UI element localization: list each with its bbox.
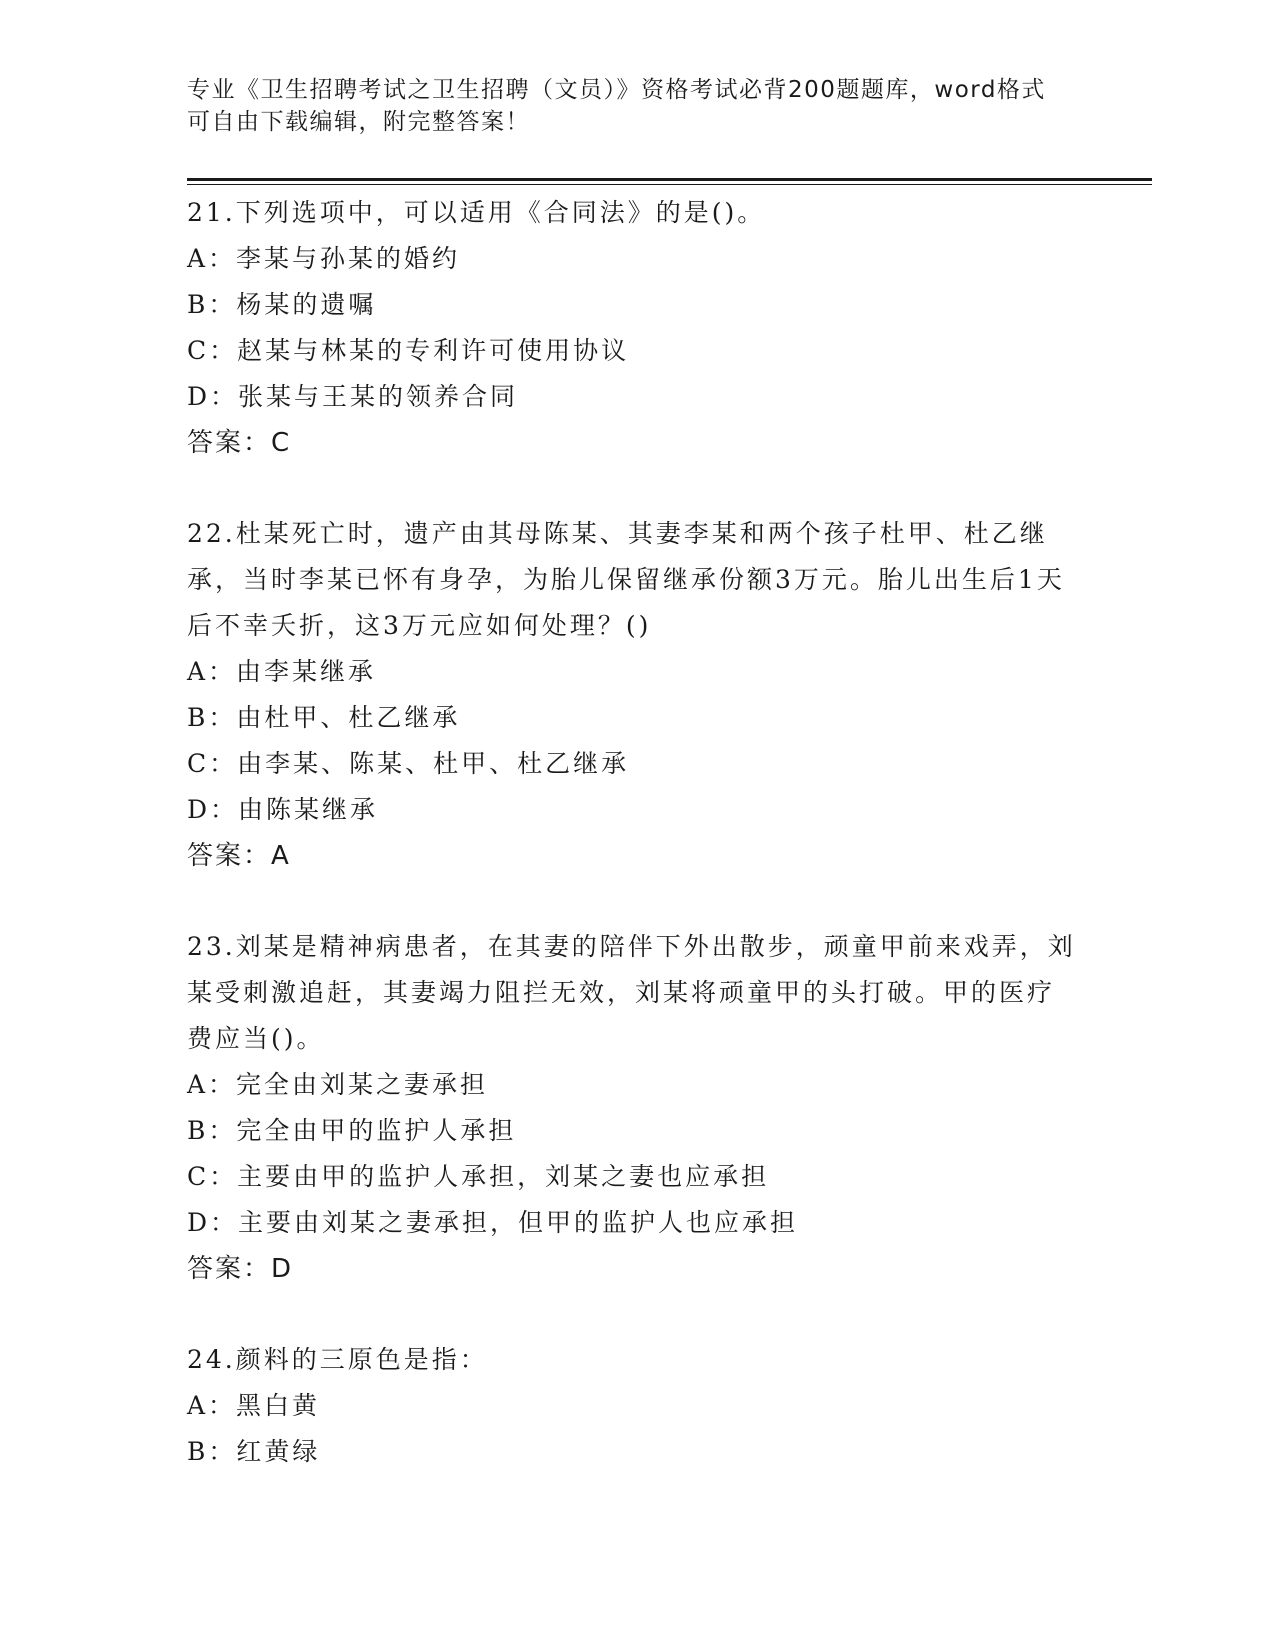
header-divider-thin bbox=[187, 184, 1152, 185]
option-b: B：完全由甲的监护人承担 bbox=[187, 1116, 517, 1145]
option-a: A：黑白黄 bbox=[187, 1391, 321, 1420]
question-stem: 22.杜某死亡时，遗产由其母陈某、其妻李某和两个孩子杜甲、杜乙继承，当时李某已怀有身孕，为胎儿保留继承份额3万元。胎儿出生后1天后不幸夭折，这3万元应如何处理？() bbox=[187, 519, 1065, 640]
question-stem: 24.颜料的三原色是指： bbox=[187, 1345, 488, 1374]
option-d: D：主要由刘某之妻承担，但甲的监护人也应承担 bbox=[187, 1208, 799, 1237]
question-21 bbox=[187, 190, 1087, 466]
question-stem: 23.刘某是精神病患者，在其妻的陪伴下外出散步，顽童甲前来戏弄，刘某受刺激追赶，其妻竭力阻拦无效，刘某将顽童甲的头打破。甲的医疗费应当()。 bbox=[187, 932, 1076, 1053]
header-divider-thick bbox=[187, 178, 1152, 181]
option-c: C：主要由甲的监护人承担，刘某之妻也应承担 bbox=[187, 1162, 770, 1191]
option-a: A：由李某继承 bbox=[187, 657, 377, 686]
answer-label: 答案：A bbox=[187, 841, 291, 871]
option-c: C：赵某与林某的专利许可使用协议 bbox=[187, 336, 630, 365]
option-a: A：李某与孙某的婚约 bbox=[187, 244, 461, 273]
answer-label: 答案：C bbox=[187, 428, 292, 458]
option-d: D：由陈某继承 bbox=[187, 795, 379, 824]
header-title-line1: 专业《卫生招聘考试之卫生招聘（文员）》资格考试必背200题题库，word格式 bbox=[187, 77, 1046, 103]
question-list bbox=[187, 190, 1087, 1520]
header-title-line2: 可自由下载编辑，附完整答案！ bbox=[187, 109, 530, 135]
option-b: B：红黄绿 bbox=[187, 1437, 321, 1466]
option-b: B：由杜甲、杜乙继承 bbox=[187, 703, 461, 732]
option-a: A：完全由刘某之妻承担 bbox=[187, 1070, 489, 1099]
question-24 bbox=[187, 1337, 1087, 1475]
question-23 bbox=[187, 924, 1087, 1292]
document-header bbox=[187, 74, 1067, 138]
answer-label: 答案：D bbox=[187, 1254, 294, 1284]
option-d: D：张某与王某的领养合同 bbox=[187, 382, 519, 411]
question-stem: 21.下列选项中，可以适用《合同法》的是()。 bbox=[187, 198, 766, 227]
option-c: C：由李某、陈某、杜甲、杜乙继承 bbox=[187, 749, 630, 778]
option-b: B：杨某的遗嘱 bbox=[187, 290, 377, 319]
question-22 bbox=[187, 511, 1087, 879]
